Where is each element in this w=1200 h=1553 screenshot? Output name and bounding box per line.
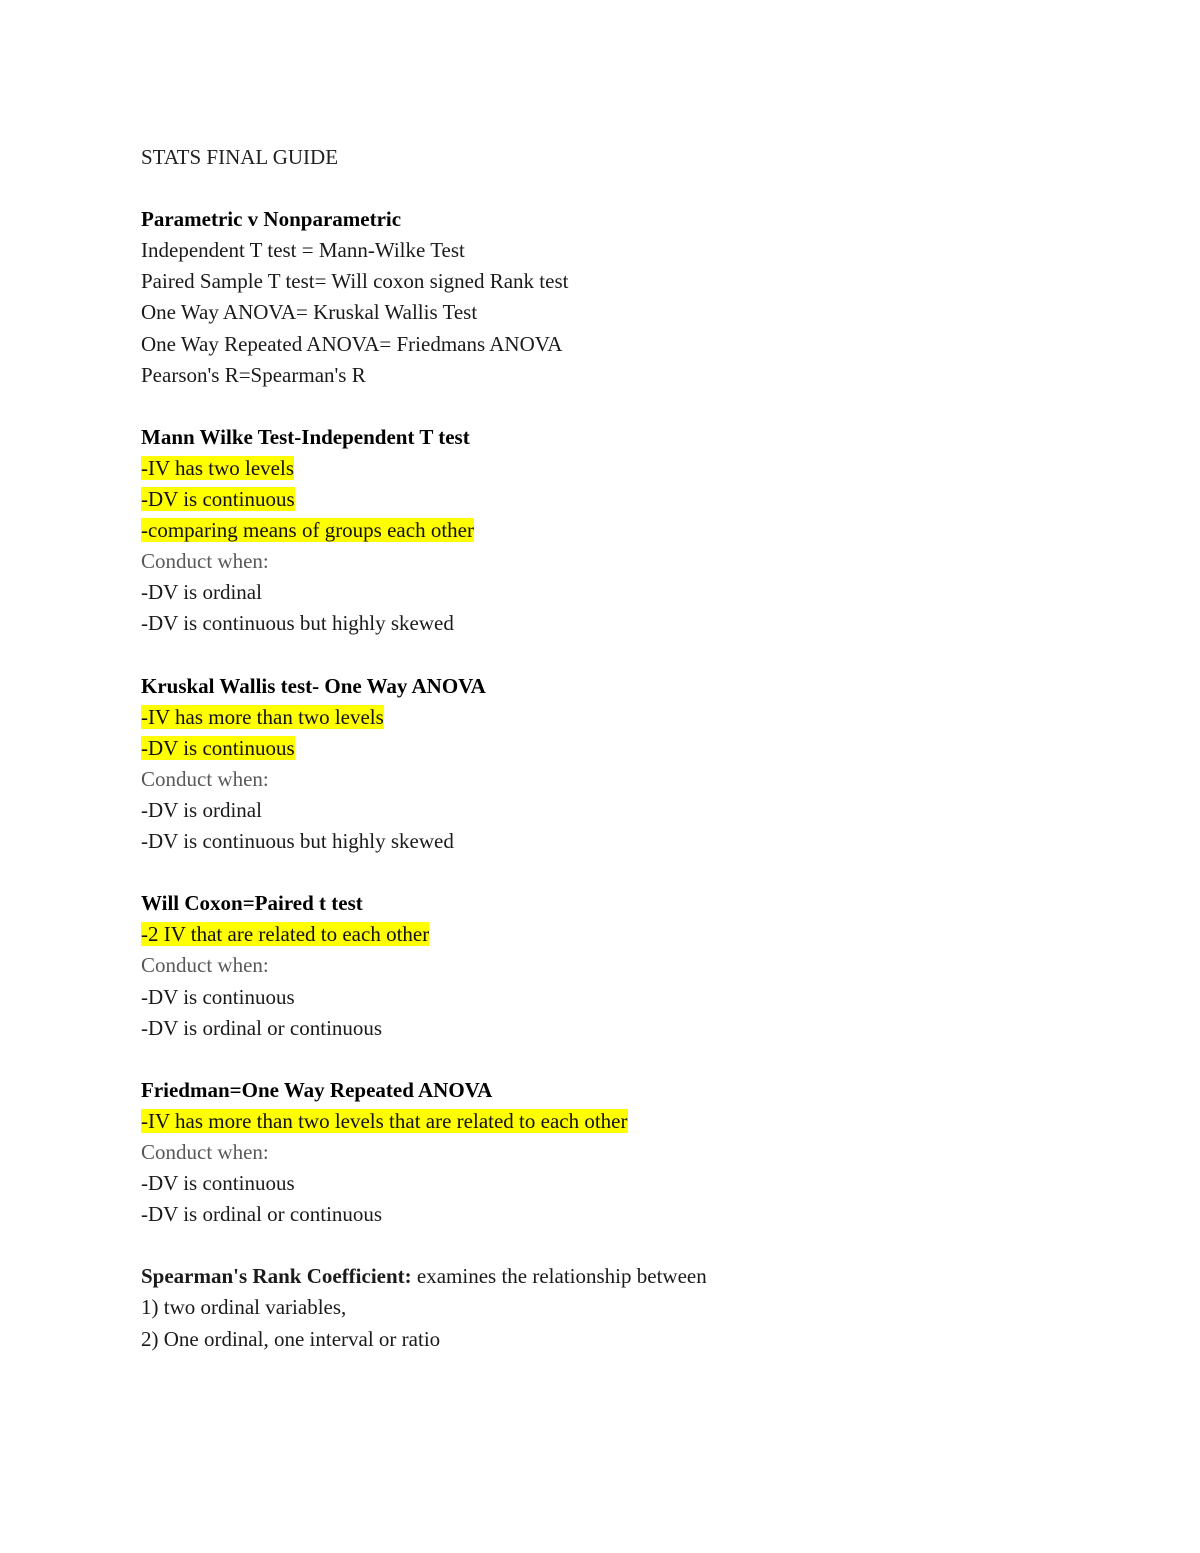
- spacer: [141, 391, 1101, 422]
- document-title: STATS FINAL GUIDE: [141, 145, 339, 169]
- document-page: [141, 142, 1101, 1355]
- highlighted-criterion: -DV is continuous: [141, 735, 295, 760]
- section-heading-parametric: Parametric v Nonparametric: [141, 207, 402, 232]
- condition-line: -DV is continuous but highly skewed: [141, 611, 454, 636]
- condition-line: -DV is continuous: [141, 1171, 295, 1196]
- section-heading-spearman: Spearman's Rank Coefficient:: [141, 1264, 412, 1289]
- equivalence-line: Independent T test = Mann-Wilke Test: [141, 238, 465, 263]
- equivalence-line: One Way Repeated ANOVA= Friedmans ANOVA: [141, 331, 563, 356]
- condition-line: -DV is ordinal: [141, 580, 262, 605]
- equivalence-line: Paired Sample T test= Will coxon signed Rank test: [141, 269, 569, 294]
- highlighted-criterion: -IV has more than two levels: [141, 704, 384, 729]
- equivalence-line: Pearson's R=Spearman's R: [141, 362, 366, 387]
- conduct-when-label: Conduct when:: [141, 549, 269, 574]
- highlighted-criterion: -DV is continuous: [141, 487, 295, 512]
- highlighted-criterion: -2 IV that are related to each other: [141, 922, 430, 947]
- spacer: [141, 1044, 1101, 1075]
- spacer: [141, 640, 1101, 671]
- section-heading-will-coxon: Will Coxon=Paired t test: [141, 891, 363, 916]
- highlighted-criterion: -IV has two levels: [141, 455, 294, 480]
- highlighted-criterion: -IV has more than two levels that are related to each other: [141, 1108, 628, 1133]
- equivalence-line: One Way ANOVA= Kruskal Wallis Test: [141, 300, 478, 325]
- spearman-description: examines the relationship between: [411, 1264, 707, 1289]
- section-heading-kruskal-wallis: Kruskal Wallis test- One Way ANOVA: [141, 673, 486, 698]
- highlighted-criterion: -comparing means of groups each other: [141, 518, 474, 543]
- condition-line: -DV is ordinal or continuous: [141, 1015, 383, 1040]
- condition-line: -DV is continuous: [141, 984, 295, 1009]
- spacer: [141, 857, 1101, 888]
- spacer: [141, 173, 1101, 204]
- conduct-when-label: Conduct when:: [141, 766, 269, 791]
- conduct-when-label: Conduct when:: [141, 1140, 269, 1164]
- conduct-when-label: Conduct when:: [141, 953, 269, 978]
- condition-line: -DV is continuous but highly skewed: [141, 829, 454, 854]
- spearman-case-line: 2) One ordinal, one interval or ratio: [141, 1326, 441, 1351]
- condition-line: -DV is ordinal or continuous: [141, 1202, 383, 1227]
- spacer: [141, 1230, 1101, 1261]
- spearman-case-line: 1) two ordinal variables,: [141, 1295, 347, 1320]
- spearman-intro-line: [141, 1261, 1101, 1292]
- section-heading-mann-wilke: Mann Wilke Test-Independent T test: [141, 424, 470, 449]
- condition-line: -DV is ordinal: [141, 797, 262, 822]
- section-heading-friedman: Friedman=One Way Repeated ANOVA: [141, 1077, 493, 1102]
